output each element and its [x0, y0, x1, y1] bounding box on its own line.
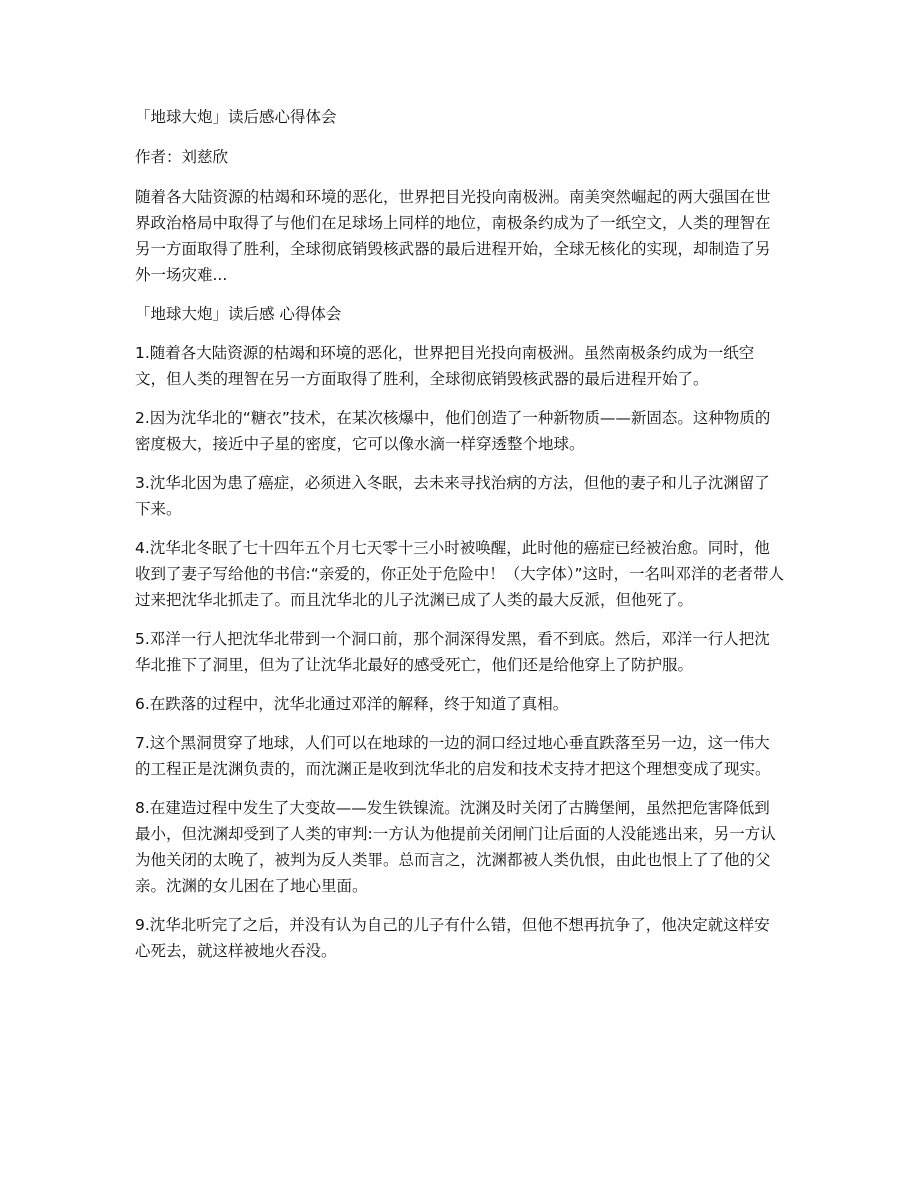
paragraph-4: 4.沈华北冬眠了七十四年五个月七天零十三小时被唤醒，此时他的癌症已经被治愈。同时，他收到了妻子写给他的书信:“亲爱的，你正处于危险中！（大字体）”这时，一名叫邓洋的老者带人过来把沈华北抓走了。而且沈华北的儿子沈渊已成了人类的最大反派，但他死了。	[135, 539, 785, 609]
paragraph-6: 6.在跌落的过程中，沈华北通过邓洋的解释，终于知道了真相。	[135, 695, 569, 713]
paragraph-7: 7.这个黑洞贯穿了地球，人们可以在地球的一边的洞口经过地心垂直跌落至另一边，这一伟大的工程正是沈渊负责的，而沈渊正是收到沈华北的启发和技术支持才把这个理想变成了现实。	[135, 734, 771, 778]
paragraph-3: 3.沈华北因为患了癌症，必须进入冬眠，去未来寻找治病的方法，但他的妻子和儿子沈渊留了下来。	[135, 474, 770, 518]
paragraph-9: 9.沈华北听完了之后，并没有认为自己的儿子有什么错，但他不想再抗争了，他决定就这样安心死去，就这样被地火吞没。	[135, 916, 770, 960]
paragraph-5: 5.邓洋一行人把沈华北带到一个洞口前，那个洞深得发黑，看不到底。然后，邓洋一行人把沈华北推下了洞里，但为了让沈华北最好的感受死亡，他们还是给他穿上了防护服。	[135, 630, 770, 674]
intro-paragraph: 随着各大陆资源的枯竭和环境的恶化，世界把目光投向南极洲。南美突然崛起的两大强国在世界政治格局中取得了与他们在足球场上同样的地位，南极条约成为了一纸空文，人类的理智在另一方面取得了胜利，全球彻底销毁核武器的最后进程开始，全球无核化的实现，却制造了另外一场灾难...	[135, 188, 771, 284]
paragraph-8: 8.在建造过程中发生了大变故——发生铁镍流。沈渊及时关闭了古腾堡闸，虽然把危害降低到最小，但沈渊却受到了人类的审判:一方认为他提前关闭闸门让后面的人没能逃出来，另一方认为他关闭的太晚了，被判为反人类罪。总而言之，沈渊都被人类仇恨，由此也恨上了了他的父亲。沈渊的女儿困在了地心里面。	[135, 799, 776, 895]
document-body	[135, 104, 785, 977]
document-subtitle: 「地球大炮」读后感 心得体会	[135, 305, 342, 323]
document-title: 「地球大炮」读后感心得体会	[135, 108, 337, 126]
document-author: 作者：刘慈欣	[135, 148, 229, 166]
paragraph-1: 1.随着各大陆资源的枯竭和环境的恶化，世界把目光投向南极洲。虽然南极条约成为一纸空文，但人类的理智在另一方面取得了胜利，全球彻底销毁核武器的最后进程开始了。	[135, 344, 755, 388]
paragraph-2: 2.因为沈华北的“糖衣”技术，在某次核爆中，他们创造了一种新物质——新固态。这种物质的密度极大，接近中子星的密度，它可以像水滴一样穿透整个地球。	[135, 409, 771, 453]
